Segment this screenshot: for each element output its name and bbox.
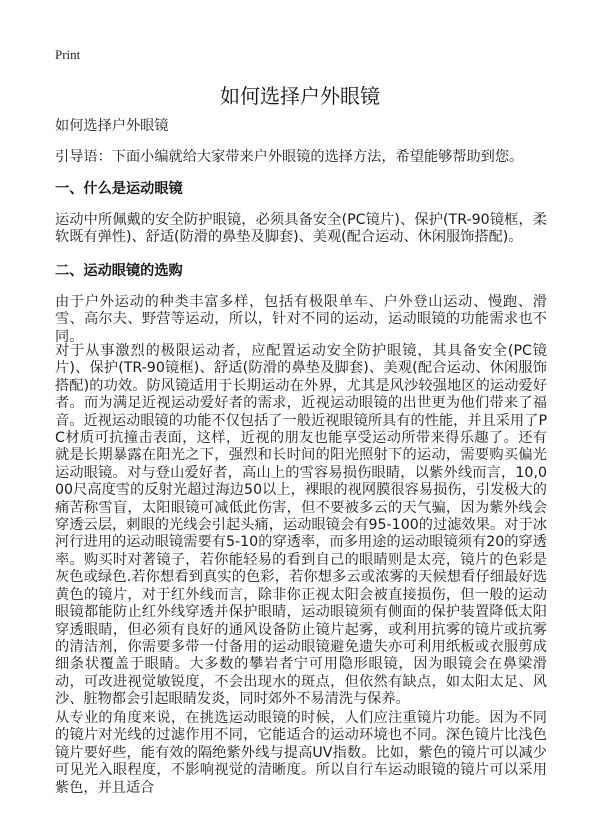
document-title: 如何选择户外眼镜 <box>220 84 380 108</box>
section-heading-1: 一、什么是运动眼镜 <box>55 181 183 197</box>
article-subtitle: 如何选择户外眼镜 <box>55 118 169 134</box>
section-2-paragraph-3: 从专业的角度来说，在挑选运动眼镜的时候，人们应注重镜片功能。因为不同的镜片对光线的过滤作用不同，它能适合的运动环境也不同。深色镜片比浅色镜片要好些，能有效的隔绝紫外线与提高UV指数。比如，紫色的镜片可以减少可见光入眼程度，不影响视觉的清晰度。所以自行车运动眼镜的镜片可以采用紫色，并且适合 <box>55 710 547 796</box>
article-lead: 引导语：下面小编就给大家带来户外眼镜的选择方法，希望能够帮助到您。 <box>55 149 524 165</box>
print-label: Print <box>55 47 81 62</box>
section-2-paragraph-1: 由于户外运动的种类丰富多样，包括有极限单车、户外登山运动、慢跑、滑雪、高尔夫、野营等运动，所以，针对不同的运动，运动眼镜的功能需求也不同。 <box>55 294 547 345</box>
section-2-paragraph-2: 对于从事激烈的极限运动者，应配置运动安全防护眼镜，其具备安全(PC镜片)、保护(TR-90镜框)、舒适(防滑的鼻垫及脚套)、美观(配合运动、休闲服饰搭配)的功效。防风镜适用于长期运动在外界，尤其是风沙较强地区的运动爱好者。而为满足近视运动爱好者的需求，近视运动眼镜的出世更为他们带来了福音。近视运动眼镜的功能不仅包括了一般近视眼镜所具有的性能，并且采用了PC材质可抗撞击表面，这样，近视的朋友也能享受运动所带来得乐趣了。还有就是长期暴露在阳光之下，强烈和长时间的阳光照射下的运动，需要购买偏光运动眼镜。对与登山爱好者，高山上的雪容易损伤眼睛，以紫外线而言，10,000尺高度雪的反射光超过海边50以上，裸眼的视网膜很容易损伤，引发极大的痛苦称雪盲，太阳眼镜可减低此伤害，但不要被多云的天气骗，因为紫外线会穿透云层，刺眼的光线会引起头痛，运动眼镜会有95-100的过滤效果。对于冰河行进用的运动眼镜需要有5-10的穿透率，而多用途的运动眼镜须有20的穿透率。购买时对著镜子，若你能轻易的看到自己的眼睛则是太亮，镜片的色彩是灰色或绿色.若你想看到真实的色彩，若你想多云或浓雾的天候想看仔细最好选黄色的镜片，对于红外线而言，除非你正视太阳会被直接损伤，但一般的运动眼镜都能防止红外线穿透并保护眼睛，运动眼镜须有侧面的保护装置降低太阳穿透眼睛，但必须有良好的通风设备防止镜片起雾，或利用抗雾的镜片或抗雾的清洁剂，你需要多带一付备用的运动眼镜避免遗失亦可利用纸板或衣服剪成细条状覆盖于眼睛。大多数的攀岩者宁可用隐形眼镜，因为眼镜会在鼻梁滑动，可改进视觉敏锐度，不会出现水的斑点，但依然有缺点，如太阳太足、风沙、脏物都会引起眼睛发炎，同时郊外不易清洗与保养。 <box>55 343 547 708</box>
section-heading-2: 二、运动眼镜的选购 <box>55 263 183 279</box>
section-1-paragraph-1: 运动中所佩戴的安全防护眼镜，必须具备安全(PC镜片)、保护(TR-90镜框，柔软既有弹性)、舒适(防滑的鼻垫及脚套)、美观(配合运动、休闲服饰搭配)。 <box>55 212 547 246</box>
